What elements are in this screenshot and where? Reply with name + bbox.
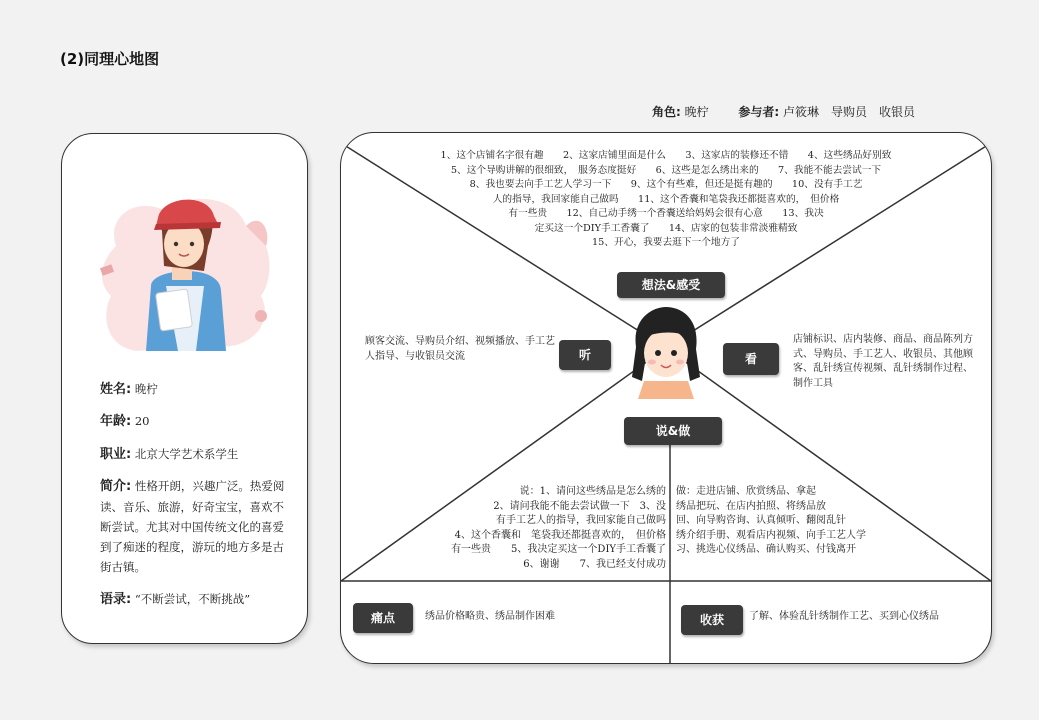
think-feel-text (361, 149, 971, 251)
think-line: 定买这一个DIY手工香囊了 14、店家的包装非常淡雅精致 (534, 222, 798, 234)
do-line: 绣品把玩、在店内拍照、将绣品放 (676, 500, 826, 512)
persona-intro (100, 476, 285, 577)
age-label: 年龄: (100, 414, 132, 429)
job-label: 职业: (100, 447, 132, 462)
name-label: 姓名: (100, 382, 132, 397)
persona-avatar-icon (630, 307, 702, 399)
think-line: 8、我也要去向手工艺人学习一下 9、这个有些难，但还是挺有趣的 10、没有手工艺 (469, 179, 863, 190)
name-value: 晚柠 (134, 382, 158, 396)
do-line: 习、挑选心仪绣品、确认购买、付钱离开 (676, 544, 856, 555)
pain-text: 绣品价格略贵、绣品制作困难 (425, 611, 555, 622)
see-text: 店铺标识、店内装修、商品、商品陈列方式、导购员、手工艺人、收银员、其他顾客、乱针绣宣传视频、乱针绣制作过程、制作工具 (793, 334, 973, 389)
say-line: 有一些贵 5、我决定买这一个DIY手工香囊了 (451, 544, 666, 555)
see-label: 看 (723, 343, 779, 375)
think-line: 人的指导，我回家能自己做吗 11、这个香囊和笔袋我还都挺喜欢的， 但价格 (492, 193, 840, 205)
role-label: 角色: (652, 105, 681, 119)
intro-label: 简介: (100, 479, 132, 494)
say-line: 4、这个香囊和 笔袋我还都挺喜欢的， 但价格 (454, 529, 666, 541)
say-line: 说：1、请问这些绣品是怎么绣的 (519, 486, 666, 497)
say-line: 6、谢谢 7、我已经支付成功 (523, 558, 666, 570)
persona-name (100, 379, 285, 400)
hear-label: 听 (559, 340, 611, 370)
think-line: 15、开心，我要去逛下一个地方了 (592, 237, 740, 248)
participants-label: 参与者: (738, 105, 780, 119)
participants-value: 卢筱琳 导购员 收银员 (782, 105, 915, 119)
quote-value: “不断尝试，不断挑战” (134, 592, 251, 606)
meta-row (652, 103, 915, 120)
do-line: 回、向导购咨询、认真倾听、翻阅乱针 (676, 515, 846, 526)
persona-age (100, 411, 285, 432)
gain-text: 了解、体验乱针绣制作工艺、买到心仪绣品 (749, 611, 939, 622)
job-value: 北京大学艺术系学生 (134, 447, 239, 461)
say-text (361, 485, 666, 572)
persona-quote (100, 589, 285, 610)
think-line: 5、这个导购讲解的很细致， 服务态度挺好 6、这些是怎么绣出来的 7、我能不能去尝试一下 (450, 164, 882, 176)
hear-text: 顾客交流、导购员介绍、视频播放、手工艺人指导、与收银员交流 (365, 336, 555, 362)
do-text (676, 485, 936, 558)
think-feel-label: 想法&感受 (617, 272, 725, 298)
persona-job (100, 444, 285, 465)
say-line: 有手工艺人的指导，我回家能自己做吗 (496, 515, 666, 526)
persona-illustration (96, 186, 276, 356)
say-line: 2、请问我能不能去尝试做一下 3、没 (493, 500, 666, 512)
intro-value: 性格开朗，兴趣广泛。热爱阅读、音乐、旅游，好奇宝宝，喜欢不断尝试。尤其对中国传统文化的喜爱到了痴迷的程度，游玩的地方多是古街古镇。 (100, 479, 285, 574)
role-value: 晚柠 (684, 105, 709, 119)
gain-label: 收获 (681, 605, 743, 635)
think-line: 1、这个店铺名字很有趣 2、这家店铺里面是什么 3、这家店的装修还不错 4、这些绣品好别致 (440, 150, 892, 161)
do-line: 绣介绍手册、观看店内视频、向手工艺人学 (676, 529, 866, 541)
persona-card (61, 133, 308, 644)
quote-label: 语录: (100, 592, 132, 607)
do-line: 做：走进店铺、欣赏绣品、拿起 (676, 486, 816, 497)
say-do-label: 说&做 (624, 417, 722, 445)
page-title: (2)同理心地图 (60, 50, 160, 68)
age-value: 20 (134, 414, 150, 428)
think-line: 有一些贵 12、自己动手绣一个香囊送给妈妈会很有心意 13、我决 (508, 208, 824, 219)
empathy-map (340, 132, 992, 664)
pain-label: 痛点 (353, 603, 413, 633)
